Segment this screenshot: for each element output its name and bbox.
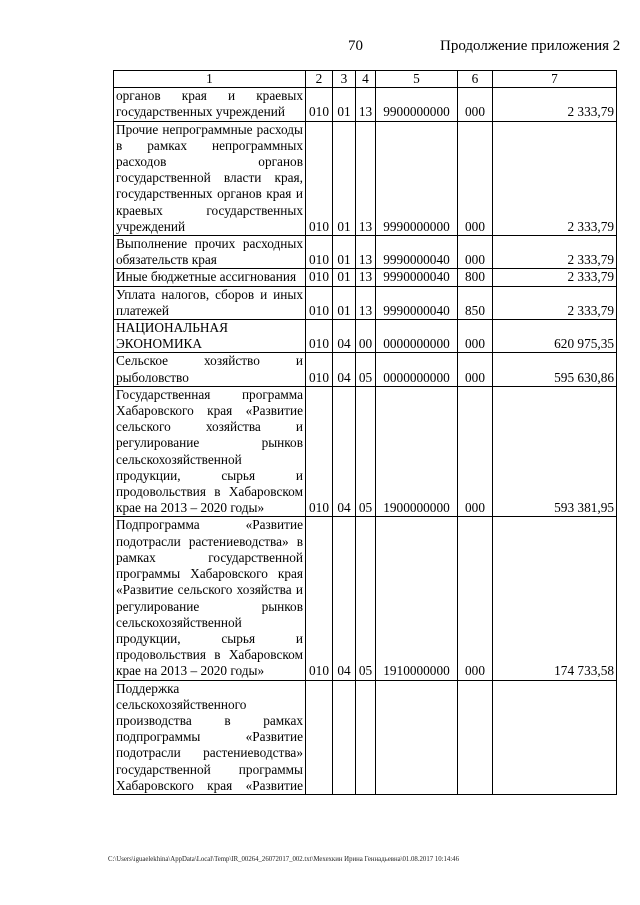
amount: 620 975,35 xyxy=(493,320,617,353)
table-row xyxy=(114,353,617,386)
running-title: Продолжение приложения 2 xyxy=(440,38,621,54)
target-article-code: 9990000040 xyxy=(376,236,458,269)
row-name: органов края и краевых государственных учреждений xyxy=(114,88,306,121)
target-article-code: 9990000040 xyxy=(376,286,458,319)
expense-type-code: 850 xyxy=(458,286,493,319)
section-code: 010 xyxy=(306,269,333,286)
expense-type-code xyxy=(458,680,493,794)
row-name: Государственная программа Хабаровского края «Развитие сельского хозяйства и регулирование рынков сельскохозяйственной продукции, сырья и продовольствия в Хабаровском крае на 2013 – 2020 годы» xyxy=(114,386,306,517)
subsection-code: 00 xyxy=(356,320,376,353)
chapter-code: 04 xyxy=(333,386,356,517)
target-article-code: 9900000000 xyxy=(376,88,458,121)
table-row xyxy=(114,236,617,269)
amount: 2 333,79 xyxy=(493,236,617,269)
expense-type-code: 000 xyxy=(458,236,493,269)
subsection-code: 13 xyxy=(356,236,376,269)
amount xyxy=(493,680,617,794)
chapter-code: 01 xyxy=(333,88,356,121)
chapter-code: 04 xyxy=(333,353,356,386)
column-number: 4 xyxy=(356,71,376,88)
section-code: 010 xyxy=(306,88,333,121)
row-name: Поддержка сельскохозяйственного производства в рамках подпрограммы «Развитие подотрасли растениеводства» государственной программы Хабаровского края «Развитие xyxy=(114,680,306,794)
chapter-code: 01 xyxy=(333,286,356,319)
section-code: 010 xyxy=(306,320,333,353)
footer-file-path: C:\Users\iguaelekhina\AppData\Local\Temp\IR_00264_26072017_002.txt\Мехехкин Ирина Геннадьевна\01.08.2017 10:14:46 xyxy=(108,856,459,863)
target-article-code: 0000000000 xyxy=(376,320,458,353)
expense-type-code: 000 xyxy=(458,88,493,121)
table-row xyxy=(114,386,617,517)
amount: 2 333,79 xyxy=(493,88,617,121)
page-number: 70 xyxy=(348,38,363,54)
amount: 2 333,79 xyxy=(493,269,617,286)
column-number-row xyxy=(114,71,617,88)
row-name: Подпрограмма «Развитие подотрасли растениеводства» в рамках государственной программы Хабаровского края «Развитие сельского хозяйства и регулирование рынков сельскохозяйственной продукции, сырья и продовольствия в Хабаровском крае на 2013 – 2020 годы» xyxy=(114,517,306,680)
expense-type-code: 000 xyxy=(458,121,493,235)
table-row xyxy=(114,286,617,319)
target-article-code: 1910000000 xyxy=(376,517,458,680)
chapter-code: 01 xyxy=(333,236,356,269)
row-name: Выполнение прочих расходных обязательств края xyxy=(114,236,306,269)
subsection-code: 13 xyxy=(356,121,376,235)
chapter-code: 04 xyxy=(333,517,356,680)
subsection-code: 13 xyxy=(356,286,376,319)
target-article-code: 9990000000 xyxy=(376,121,458,235)
table-row xyxy=(114,121,617,235)
chapter-code: 01 xyxy=(333,269,356,286)
expense-type-code: 000 xyxy=(458,320,493,353)
subsection-code xyxy=(356,680,376,794)
chapter-code: 04 xyxy=(333,320,356,353)
expense-type-code: 800 xyxy=(458,269,493,286)
row-name: Сельское хозяйство и рыболовство xyxy=(114,353,306,386)
subsection-code: 05 xyxy=(356,517,376,680)
table-row xyxy=(114,517,617,680)
table-row xyxy=(114,88,617,121)
expense-type-code: 000 xyxy=(458,386,493,517)
subsection-code: 13 xyxy=(356,269,376,286)
section-code: 010 xyxy=(306,236,333,269)
table-row xyxy=(114,320,617,353)
section-code: 010 xyxy=(306,121,333,235)
subsection-code: 05 xyxy=(356,386,376,517)
column-number: 7 xyxy=(493,71,617,88)
amount: 2 333,79 xyxy=(493,121,617,235)
row-name: Иные бюджетные ассигнования xyxy=(114,269,306,286)
target-article-code: 9990000040 xyxy=(376,269,458,286)
column-number: 5 xyxy=(376,71,458,88)
row-name: НАЦИОНАЛЬНАЯ ЭКОНОМИКА xyxy=(114,320,306,353)
column-number: 3 xyxy=(333,71,356,88)
amount: 595 630,86 xyxy=(493,353,617,386)
amount: 593 381,95 xyxy=(493,386,617,517)
section-code: 010 xyxy=(306,286,333,319)
amount: 174 733,58 xyxy=(493,517,617,680)
table-row xyxy=(114,269,617,286)
section-code xyxy=(306,680,333,794)
section-code: 010 xyxy=(306,517,333,680)
target-article-code: 0000000000 xyxy=(376,353,458,386)
column-number: 2 xyxy=(306,71,333,88)
target-article-code xyxy=(376,680,458,794)
column-number: 1 xyxy=(114,71,306,88)
section-code: 010 xyxy=(306,353,333,386)
chapter-code xyxy=(333,680,356,794)
section-code: 010 xyxy=(306,386,333,517)
expense-type-code: 000 xyxy=(458,517,493,680)
table-row xyxy=(114,680,617,794)
row-name: Прочие непрограммные расходы в рамках непрограммных расходов органов государственной власти края, государственных органов края и краевых государственных учреждений xyxy=(114,121,306,235)
target-article-code: 1900000000 xyxy=(376,386,458,517)
chapter-code: 01 xyxy=(333,121,356,235)
expense-type-code: 000 xyxy=(458,353,493,386)
subsection-code: 13 xyxy=(356,88,376,121)
row-name: Уплата налогов, сборов и иных платежей xyxy=(114,286,306,319)
amount: 2 333,79 xyxy=(493,286,617,319)
budget-table xyxy=(113,70,617,795)
subsection-code: 05 xyxy=(356,353,376,386)
column-number: 6 xyxy=(458,71,493,88)
